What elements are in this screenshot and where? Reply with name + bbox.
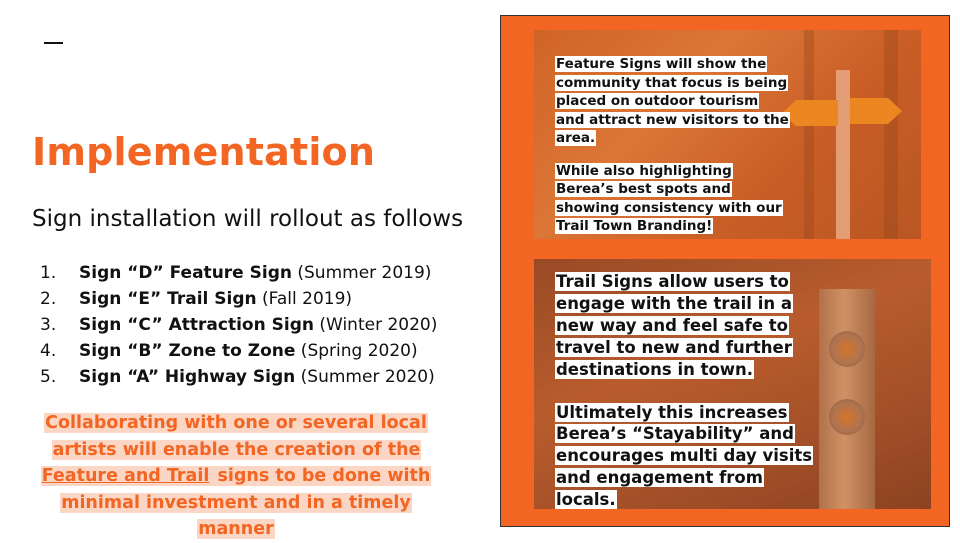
slide-subtitle: Sign installation will rollout as follows: [32, 206, 464, 232]
sign-timing: (Spring 2020): [295, 341, 418, 361]
caption-paragraph: Feature Signs will show the community that focus is being placed on outdoor tourism and attract new visitors to the area.: [556, 56, 789, 146]
signs-panel: [500, 15, 950, 527]
sign-timing: (Fall 2019): [256, 289, 353, 309]
rollout-item: [40, 286, 437, 312]
sign-name: Sign “D” Feature Sign: [79, 263, 292, 283]
caption-paragraph: Ultimately this increases Berea’s “Stayability” and encourages multi day visits and engagement from locals.: [556, 402, 813, 509]
collab-text-start: Collaborating with one or several local artists will enable the creation of the: [45, 413, 427, 460]
item-number: 4.: [40, 341, 57, 361]
item-number: 5.: [40, 367, 57, 387]
sign-timing: (Winter 2020): [313, 315, 438, 335]
caption-paragraph: Trail Signs allow users to engage with the trail in a new way and feel safe to travel to new and further destinations in town.: [556, 272, 792, 379]
caption-paragraph: While also highlighting Berea’s best spots and showing consistency with our Trail Town Branding!: [556, 162, 782, 234]
trail-sign-caption: [555, 271, 813, 509]
sign-timing: (Summer 2019): [291, 263, 432, 283]
sign-name: Sign “B” Zone to Zone: [79, 341, 296, 361]
sign-name: Sign “E” Trail Sign: [79, 289, 257, 309]
collab-text-end: signs to be done with minimal investment and in a timely manner: [61, 466, 431, 539]
feature-sign-photo: [534, 30, 921, 239]
feature-sign-caption: [555, 55, 790, 239]
sign-timing: (Summer 2020): [295, 367, 435, 387]
item-number: 1.: [40, 263, 57, 283]
rollout-list: [40, 260, 437, 390]
rollout-item: [40, 260, 437, 286]
slide-title: Implementation: [32, 130, 376, 174]
item-number: 3.: [40, 315, 57, 335]
slide-marker-dash: [44, 42, 63, 44]
item-number: 2.: [40, 289, 57, 309]
rollout-item: [40, 364, 437, 390]
rollout-item: [40, 312, 437, 338]
sign-name: Sign “A” Highway Sign: [79, 367, 296, 387]
collaboration-note: [20, 410, 452, 543]
rollout-item: [40, 338, 437, 364]
feature-trail-link[interactable]: Feature and Trail: [41, 466, 210, 486]
trail-sign-photo: [534, 259, 931, 509]
sign-name: Sign “C” Attraction Sign: [79, 315, 314, 335]
